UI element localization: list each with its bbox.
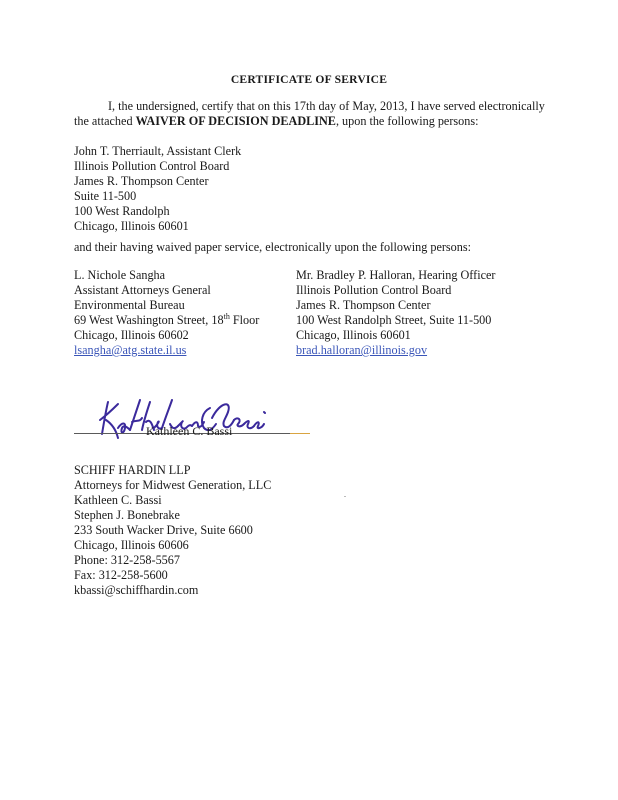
recipient-line: Illinois Pollution Control Board (74, 159, 230, 173)
waived-service-text: and their having waived paper service, electronically upon the following persons: (74, 240, 471, 254)
party-city: Chicago, Illinois 60602 (74, 328, 189, 342)
firm-email: kbassi@schiffhardin.com (74, 583, 199, 597)
party-title: Assistant Attorneys General (74, 283, 211, 297)
recipient-line: Chicago, Illinois 60601 (74, 219, 189, 233)
left-party-address (74, 268, 259, 358)
firm-signature-block (74, 463, 271, 598)
recipient-line: Suite 11-500 (74, 189, 137, 203)
recipient-address (74, 144, 241, 234)
right-party-address (296, 268, 495, 358)
firm-line: Stephen J. Bonebrake (74, 508, 180, 522)
document-name: WAIVER OF DECISION DEADLINE (135, 114, 336, 128)
scan-speck (344, 496, 346, 497)
recipient-line: James R. Thompson Center (74, 174, 209, 188)
signer-name: Kathleen C. Bassi (146, 424, 233, 438)
firm-line: SCHIFF HARDIN LLP (74, 463, 191, 477)
intro-line-1: I, the undersigned, certify that on this 17th day of May, 2013, I have served electronically (108, 99, 545, 113)
intro-line-2 (74, 114, 554, 129)
signature-line-accent (290, 433, 310, 434)
party-email-link[interactable]: lsangha@atg.state.il.us (74, 343, 187, 357)
party-center: James R. Thompson Center (296, 298, 431, 312)
street-ordinal: th (223, 311, 230, 321)
street-floor: Floor (229, 313, 260, 327)
intro-paragraph (74, 99, 554, 129)
intro-line-2-pre: the attached (74, 114, 136, 128)
recipient-line: 100 West Randolph (74, 204, 170, 218)
document-title: CERTIFICATE OF SERVICE (230, 73, 388, 86)
firm-line: Kathleen C. Bassi (74, 493, 162, 507)
firm-line: 233 South Wacker Drive, Suite 6600 (74, 523, 253, 537)
firm-line: Fax: 312-258-5600 (74, 568, 168, 582)
street-main: 69 West Washington Street, 18 (74, 313, 224, 327)
firm-line: Attorneys for Midwest Generation, LLC (74, 478, 272, 492)
intro-line-2-post: , upon the following persons: (335, 114, 479, 128)
firm-line: Phone: 312-258-5567 (74, 553, 180, 567)
party-name: Mr. Bradley P. Halloran, Hearing Officer (296, 268, 496, 282)
party-bureau: Environmental Bureau (74, 298, 185, 312)
firm-line: Chicago, Illinois 60606 (74, 538, 189, 552)
party-email-link[interactable]: brad.halloran@illinois.gov (296, 343, 428, 357)
party-city: Chicago, Illinois 60601 (296, 328, 411, 342)
recipient-line: John T. Therriault, Assistant Clerk (74, 144, 242, 158)
party-board: Illinois Pollution Control Board (296, 283, 452, 297)
party-street (74, 313, 259, 328)
party-street: 100 West Randolph Street, Suite 11-500 (296, 313, 492, 327)
party-name: L. Nichole Sangha (74, 268, 166, 282)
